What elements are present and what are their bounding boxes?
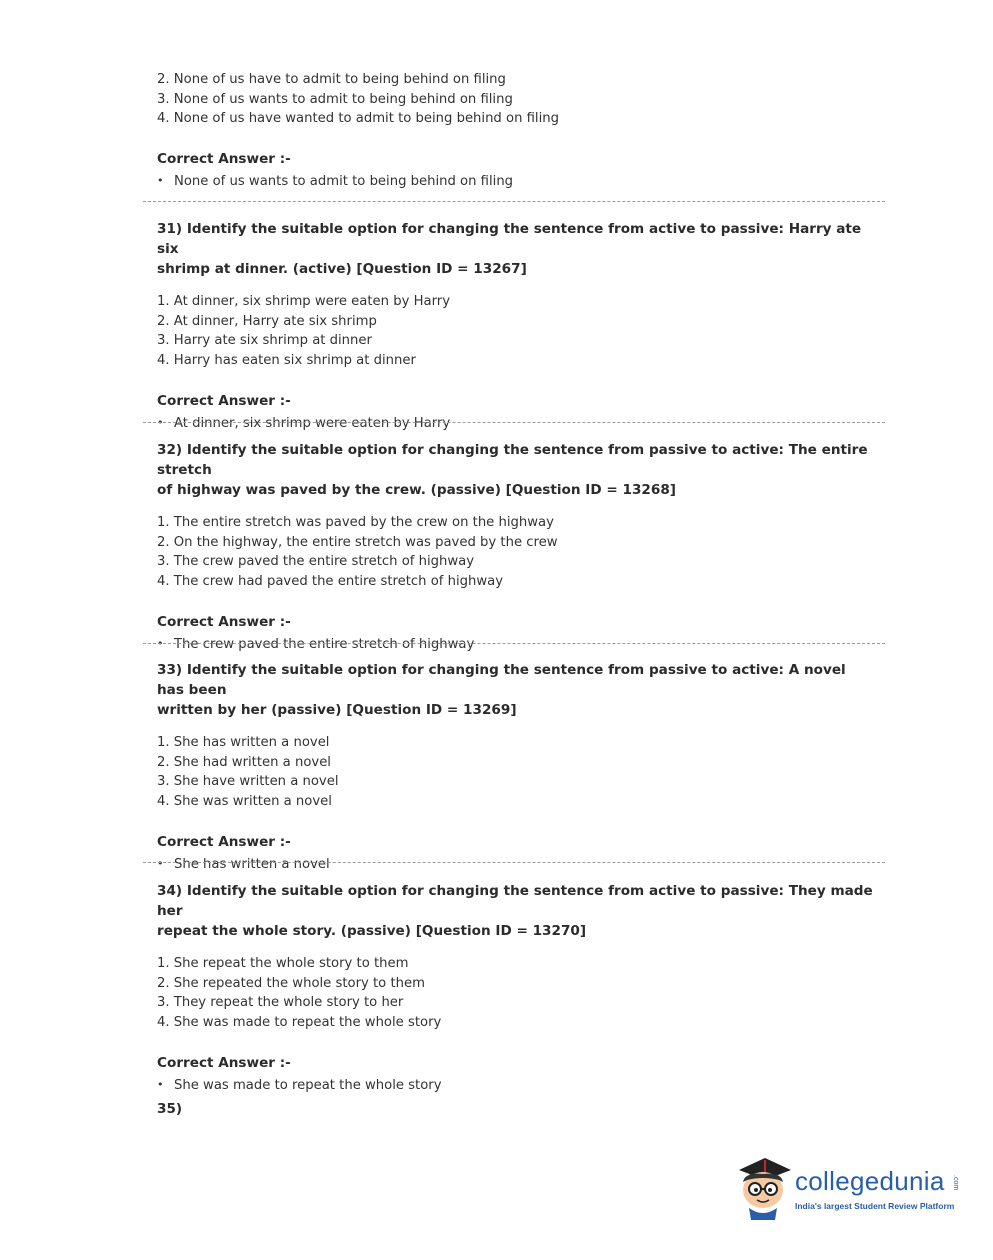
correct-answer-label: Correct Answer :-: [157, 834, 291, 850]
option: 4. None of us have wanted to admit to being behind on filing: [157, 111, 559, 126]
option-list: [157, 513, 877, 591]
option: 1. She repeat the whole story to them: [157, 956, 409, 971]
divider: [143, 643, 885, 644]
option: 3. Harry ate six shrimp at dinner: [157, 333, 372, 348]
divider: [143, 422, 885, 423]
next-question-number: 35): [157, 1101, 183, 1117]
option: 3. They repeat the whole story to her: [157, 995, 404, 1010]
option: 2. She repeated the whole story to them: [157, 975, 425, 991]
option: 3. None of us wants to admit to being behind on filing: [157, 91, 513, 107]
question-31: [157, 219, 877, 434]
option: 4. The crew had paved the entire stretch of highway: [157, 573, 504, 589]
correct-answer-label: Correct Answer :-: [157, 1055, 291, 1071]
option: 4. She was made to repeat the whole story: [157, 1014, 442, 1030]
bullet-icon: •: [157, 857, 164, 870]
question-34: [157, 881, 877, 1096]
correct-answer-label: Correct Answer :-: [157, 393, 291, 409]
question-title: repeat the whole story. (passive) [Question ID = 13270]: [157, 923, 587, 939]
option: 2. She had written a novel: [157, 754, 331, 770]
question-title: written by her (passive) [Question ID = 13269]: [157, 702, 517, 718]
option: 2. At dinner, Harry ate six shrimp: [157, 313, 377, 329]
option: 1. The entire stretch was paved by the crew on the highway: [157, 515, 554, 530]
correct-answer: • The crew paved the entire stretch of highway: [157, 635, 877, 655]
bullet-icon: •: [157, 637, 164, 650]
bullet-icon: •: [157, 416, 164, 429]
question-title: 33) Identify the suitable option for changing the sentence from passive to active: A novel has been: [157, 662, 846, 698]
logo-tagline: India's largest Student Review Platform: [795, 1201, 955, 1211]
option: 4. Harry has eaten six shrimp at dinner: [157, 352, 416, 368]
question-title: 34) Identify the suitable option for changing the sentence from active to passive: They made her: [157, 883, 873, 919]
option-list: [157, 954, 877, 1032]
collegedunia-logo: [735, 1152, 965, 1222]
logo-com: .com: [952, 1175, 959, 1191]
correct-answer-label: Correct Answer :-: [157, 151, 291, 167]
bullet-icon: •: [157, 1078, 164, 1091]
question-title: of highway was paved by the crew. (passive) [Question ID = 13268]: [157, 482, 677, 498]
question-33: [157, 660, 877, 875]
prev-correct-answer: [157, 149, 877, 192]
question-title: shrimp at dinner. (active) [Question ID = 13267]: [157, 261, 527, 277]
option: 4. She was written a novel: [157, 793, 332, 809]
correct-answer: • She has written a novel: [157, 855, 877, 875]
correct-answer: • At dinner, six shrimp were eaten by Harry: [157, 414, 877, 434]
option: 3. She have written a novel: [157, 774, 339, 789]
prev-question-options: [157, 70, 877, 129]
mascot-icon: [735, 1152, 793, 1222]
question-32: [157, 440, 877, 655]
divider: [143, 201, 885, 202]
correct-answer-label: Correct Answer :-: [157, 614, 291, 630]
option: 3. The crew paved the entire stretch of highway: [157, 554, 475, 569]
option-list: [157, 733, 877, 811]
option: 1. She has written a novel: [157, 735, 330, 750]
option-list: [157, 292, 877, 370]
correct-answer: • None of us wants to admit to being behind on filing: [157, 172, 877, 192]
bullet-icon: •: [157, 174, 164, 187]
divider: [143, 862, 885, 863]
question-title: 32) Identify the suitable option for changing the sentence from passive to active: The entire stretch: [157, 442, 868, 478]
option: 2. On the highway, the entire stretch was paved by the crew: [157, 534, 558, 550]
option: 2. None of us have to admit to being behind on filing: [157, 72, 506, 87]
correct-answer: • She was made to repeat the whole story: [157, 1076, 877, 1096]
logo-wordmark: collegedunia: [795, 1166, 945, 1196]
question-title: 31) Identify the suitable option for changing the sentence from active to passive: Harry ate six: [157, 221, 862, 257]
option: 1. At dinner, six shrimp were eaten by Harry: [157, 294, 450, 309]
